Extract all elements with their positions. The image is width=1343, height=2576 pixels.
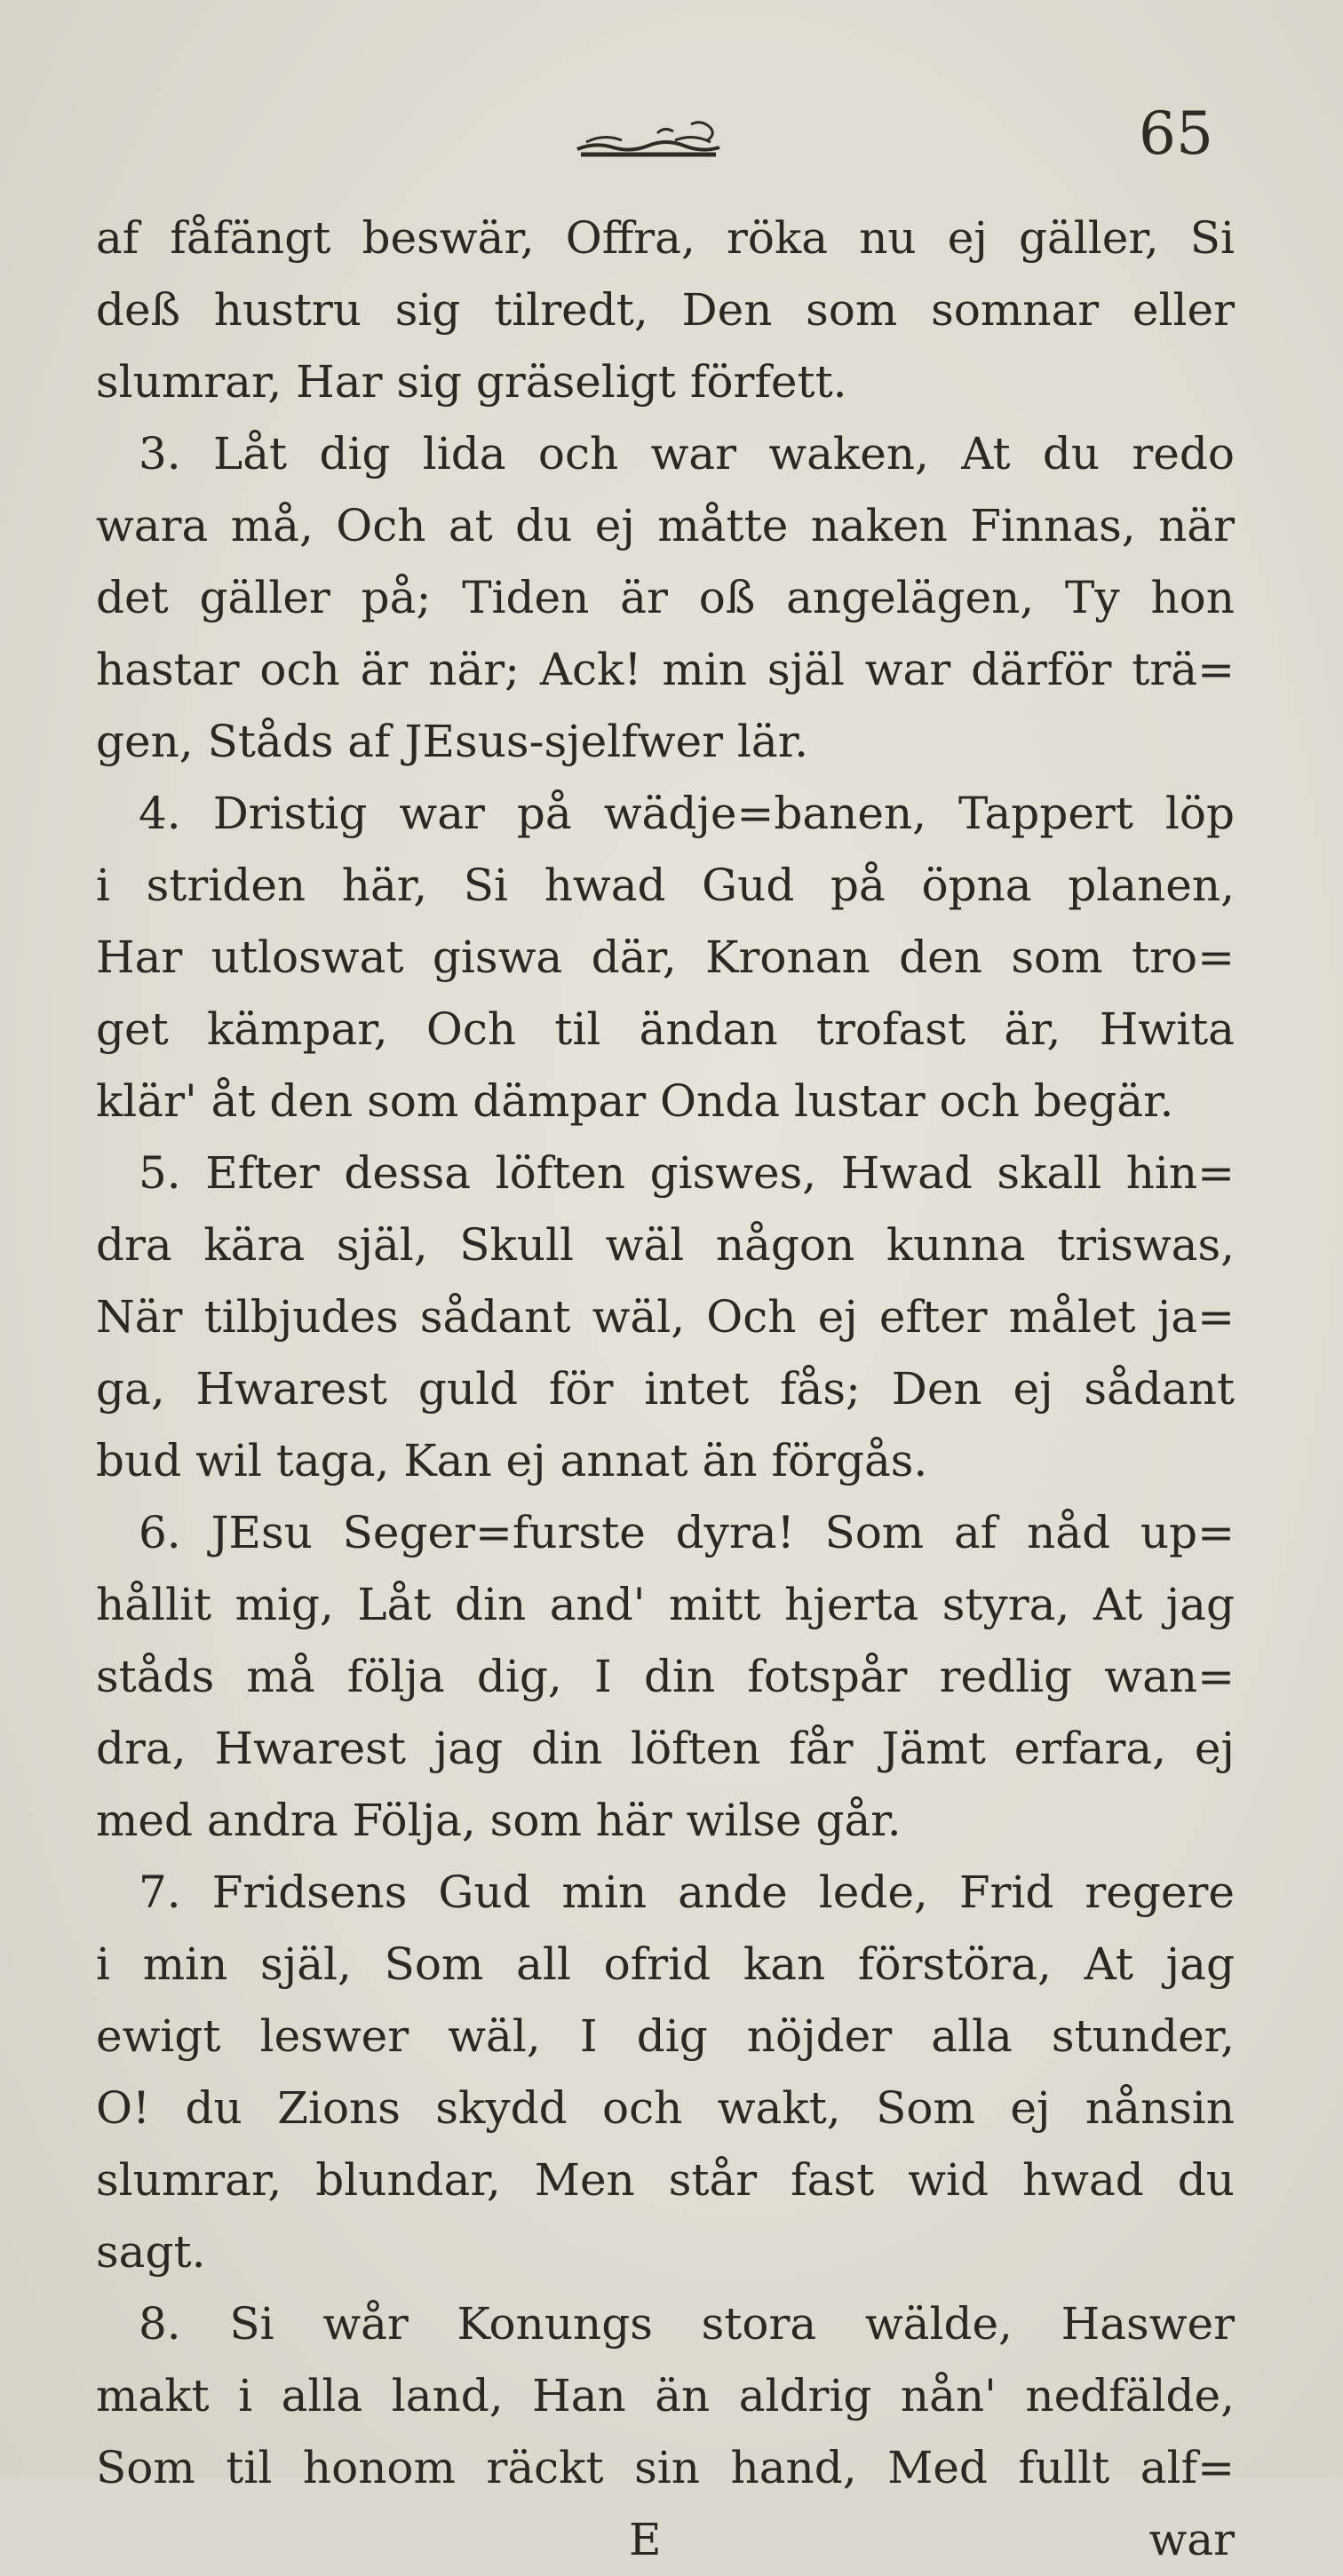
text-line: ståds må följa dig, I din fotspår redlig wan=: [96, 1651, 1235, 1702]
text-line: makt i alla land, Han än aldrig nån' nedfälde,: [96, 2370, 1235, 2421]
text-line: sagt.: [96, 2226, 206, 2278]
printer-ornament-icon: [568, 115, 728, 169]
verse-4-line: 4. Dristig war på wädje=banen, Tappert löp: [139, 788, 1235, 839]
text-line: med andra Följa, som här wilse går.: [96, 1795, 902, 1846]
text-line: bud wil taga, Kan ej annat än förgås.: [96, 1435, 928, 1486]
text-line: När tilbjudes sådant wäl, Och ej efter målet ja=: [96, 1291, 1235, 1343]
text-line: slumrar, Har sig gräseligt förfett.: [96, 356, 847, 408]
text-line: det gäller på; Tiden är oß angelägen, Ty hon: [96, 572, 1235, 623]
text-line: wara må, Och at du ej måtte naken Finnas, när: [96, 500, 1235, 551]
text-line: af fåfängt beswär, Offra, röka nu ej gäller, Si: [96, 212, 1235, 264]
text-line: gen, Ståds af JEsus-sjelfwer lär.: [96, 716, 809, 767]
verse-8-line: 8. Si wår Konungs stora wälde, Haswer: [139, 2298, 1235, 2350]
text-line: ga, Hwarest guld för intet fås; Den ej sådant: [96, 1363, 1235, 1415]
page-footer: [96, 2504, 1235, 2576]
text-line: dra, Hwarest jag din löften får Jämt erfara, ej: [96, 1723, 1235, 1774]
verse-5-line: 5. Efter dessa löften giswes, Hwad skall hin=: [139, 1147, 1235, 1199]
text-line: hållit mig, Låt din and' mitt hjerta styra, At jag: [96, 1579, 1235, 1630]
text-line: dra kära själ, Skull wäl någon kunna triswas,: [96, 1219, 1235, 1271]
text-line: get kämpar, Och til ändan trofast är, Hwita: [96, 1003, 1235, 1055]
page-number: 65: [1139, 99, 1213, 168]
catchword: war: [1148, 2514, 1235, 2565]
text-line: ewigt leswer wäl, I dig nöjder alla stunder,: [96, 2010, 1235, 2062]
text-line: O! du Zions skydd och wakt, Som ej nånsin: [96, 2082, 1235, 2134]
body-text: [96, 202, 1235, 2576]
verse-6-line: 6. JEsu Seger=furste dyra! Som af nåd up=: [139, 1507, 1235, 1558]
text-line: deß hustru sig tilredt, Den som somnar eller: [96, 284, 1235, 336]
text-line: klär' åt den som dämpar Onda lustar och begär.: [96, 1075, 1174, 1127]
text-line: hastar och är när; Ack! min själ war därför trä=: [96, 644, 1235, 695]
signature-mark: E: [629, 2514, 662, 2565]
text-line: Har utloswat giswa där, Kronan den som tro=: [96, 931, 1235, 983]
verse-7-line: 7. Fridsens Gud min ande lede, Frid regere: [139, 1867, 1235, 1918]
text-line: i min själ, Som all ofrid kan förstöra, At jag: [96, 1938, 1235, 1990]
text-line: slumrar, blundar, Men står fast wid hwad du: [96, 2154, 1235, 2206]
text-line: Som til honom räckt sin hand, Med fullt alf=: [96, 2442, 1235, 2493]
verse-3-line: 3. Låt dig lida och war waken, At du redo: [139, 428, 1235, 480]
text-line: i striden här, Si hwad Gud på öpna planen,: [96, 860, 1235, 911]
